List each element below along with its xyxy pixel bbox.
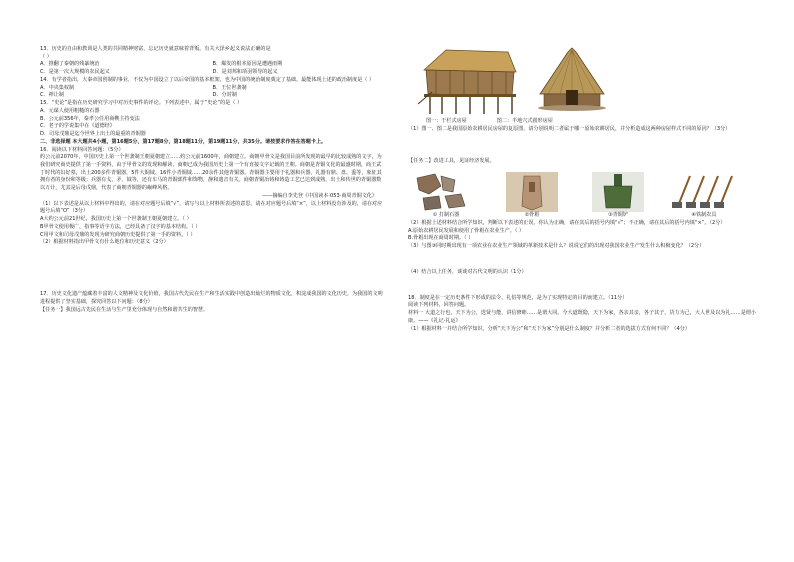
right-column [408,44,758,333]
tool-captions [408,212,758,220]
q16-source: ——摘编自李先登《中国读本·053·商周青铜文化》 [262,192,377,199]
q16-title: 16．阅读以下材料回答问题：（5分） [40,146,124,153]
round-hut-image [536,44,608,116]
tool-label-3: ③青铜铲 [608,212,628,219]
answer-space [408,277,758,295]
bone-spade-image [502,170,562,212]
answer-space [408,133,758,151]
iron-tools-image [668,170,740,212]
q16-item-c: C用甲文和司母戊鼎的发现为研究商朝历史提供了第一手的资料。（ ） [40,231,196,238]
q18-stem: 18．制度是在一定历史条件下形成的法令、礼俗等规范，是为了实现特定的目的而建立。（11分） [408,294,628,301]
houses-question-1: （1）图一、图二是我国原始农耕居民房屋的复原图，请分别说明二者属于哪一原始农耕居民，并分析造成这两种房屋样式不同的原因？（3分） [408,125,731,132]
q16-passage: 约公元前2070年，中国历史上第一个世袭制王朝夏朝建立……约公元前1600年，商朝建立。商朝甲骨文是我国目前所发现的最早的比较成熟的文字，为我们研究商史提供了第一手资料，由于甲骨文的发现和解读，商朝已成为我国历史上第一个有直接文字记载的王朝。商朝是青铜文化的最盛时期，商王武丁时代的妇好墓，出土200多件青铜器，5件大铜钺、16件小青铜钺……20余件其他青铜器。青铜器主要用于礼器和兵器，礼器有鼎、盘、盉等，象征其拥有者的身份和等级；兵器有戈、矛、钺等，还有车马的青铜部件和饰物，静和遗音有关。商朝青铜冶铸和铸造工艺已达到成熟，出土和传世的青铜器数以万计，尤其是后母戊鼎，代表了商朝青铜器的巅峰风格。 [40,154,382,192]
q14-option-c: C．禅让制 [40,92,64,99]
q16-sub2: （2）根据材料指出甲骨文有什么地位和历史意义（2分） [40,239,169,246]
stone-tools-image [411,170,481,212]
answer-space [408,251,758,269]
q18-read: 阅读下列材料，回答问题。 [408,302,470,309]
q17-task1: 【任务一】我国远古先民在生活与生产里充分体现与自然和谐共生的智慧。 [40,306,209,313]
tool-stone [408,168,484,212]
caption-round-hut: 图二：半地穴式圆形房屋 [496,118,553,124]
q13-options-row2 [40,69,385,77]
tool-label-1: ① 打制石器 [432,212,460,219]
q13-option-a: A．推翻了秦朝的残暴统治 [40,61,100,68]
q14-options-row2 [40,92,385,100]
tools-illustrations [408,168,758,212]
q13-stem: 13．历史的自由和教训是人类的共同精神财富，忘记历史就意味着背叛。有关大泽乡起义说法正确的是 [40,46,271,52]
stilt-house-image [416,44,520,116]
q13-option-b: B．爆发的根本原因是遭遇雨期 [212,61,283,68]
task2-item-a: A.原始农耕居民发展和使用了骨耜在农业生产。（ ） [408,227,525,234]
task2-item-b: B.骨耜出现在商周时期。（ ） [408,235,474,242]
q13-option-d: D．是刘邦和项羽领导的起义 [212,69,278,76]
task2-title: 【任务二】改进工具，见证经济发展。 [408,158,495,165]
q17-stem: 17．历史文化遗产蕴藏着丰富的人文精神及文化价值，我国古代先民在生产和生活实践中创造出灿烂的物质文化，积淀成我国的文化历史，为我国的文明进程提供了坚实基础，探究回答以下问题：（8分） [40,291,383,305]
q15-option-a: A．元谋人使用粗糙的石器 [40,107,100,114]
tool-label-4: ④铁制农具 [691,212,717,219]
q16-item-a: A大约公元前21世纪，我国历史上第一个世袭制王朝夏朝建立。（ ） [40,216,192,223]
q13-paren: （ ） [40,53,52,60]
q15-option-b: B．公元前356年，秦孝公任用商鞅主持变法 [40,115,140,122]
section-2-heading: 二、非选择题 本大题共4小题，第16题5分，第17题8分，第18题11分，第19题11分，共35分。请按要求作答在答题卡上。 [40,138,327,145]
house-captions [408,118,758,126]
bronze-shovel-image [588,170,648,212]
tool-iron [666,168,742,212]
tool-label-2: ②骨耜 [524,212,540,219]
q16-item-b: B甲骨文使用极广，指事等语字方法，已经具备了汉字的基本结构。（ ） [40,223,201,230]
house-illustrations [408,44,758,118]
tool-bronze-shovel [580,168,656,212]
task2-question-3: （3）与图③同时期出现有一项农业在农业生产领域的革新技术是什么？说说它们的出现对我国农业生产发生什么积极变化？（2分） [408,243,705,250]
left-column [40,46,385,314]
q14-option-b: B．王位世袭制 [212,84,247,91]
tool-bone-spade [494,168,570,212]
q15-option-d: D．司母戊鼎是迄今世界上出土的最重的青铜器 [40,131,146,138]
q14-stem: 14．有学者指出，大秦帝国创制的事业，不仅为中国设立了以后帝国的基本框架，也为中国的统治制度奠定了基础。最能体现上述的政治制度是（ ） [40,76,375,83]
question-4: （4）结合以上任务，谈谈对古代文明的认识（1分） [408,268,527,275]
answer-space [40,247,385,291]
q15-stem: 15．“史论”是指在历史研究学习中对历史事件的评论。下列表述中，属于“史论”的是（ ） [40,100,243,107]
q14-option-a: A．中央集权制 [40,84,75,91]
caption-stilt-house: 图一：干栏式房屋 [426,118,467,124]
q18-material: 材料一 大道之行也，天下为公，选贤与能，讲信修睦……是谓大同。今大道既隐，天下为家，各亲其亲，各子其子，货力为己，大人世及以为礼……是谓小康。——《礼记·礼运》 [408,310,756,324]
q14-option-d: D．分封制 [212,92,237,99]
q15-option-c: C．老子的学说集中在《道德经》 [40,123,115,130]
q16-sub1: （1）以下表述是从以上材料中得出的，请在对应题号后填“√”，请写与以上材料所表述的意思，请在对应题号后填“×”，以上材料没有涉及的，请在对应题号后填“O”（3分） [40,200,383,215]
q18-question-1: （1）根据材料一并结合所学知识，分析“天下为公”和“天下为家”分别是什么制度？并分析二者的选拔方式有何不同？（4分） [408,325,690,332]
task2-question-2: （2）根据上述材料结合所学知识，判断以下表述的正误。你认为正确，请在其后的括号内填“√”；不正确，请在其后的括号内填“×”。（2分） [408,219,726,226]
q13-option-c: C．是第一次大规模的农民起义 [40,69,110,76]
